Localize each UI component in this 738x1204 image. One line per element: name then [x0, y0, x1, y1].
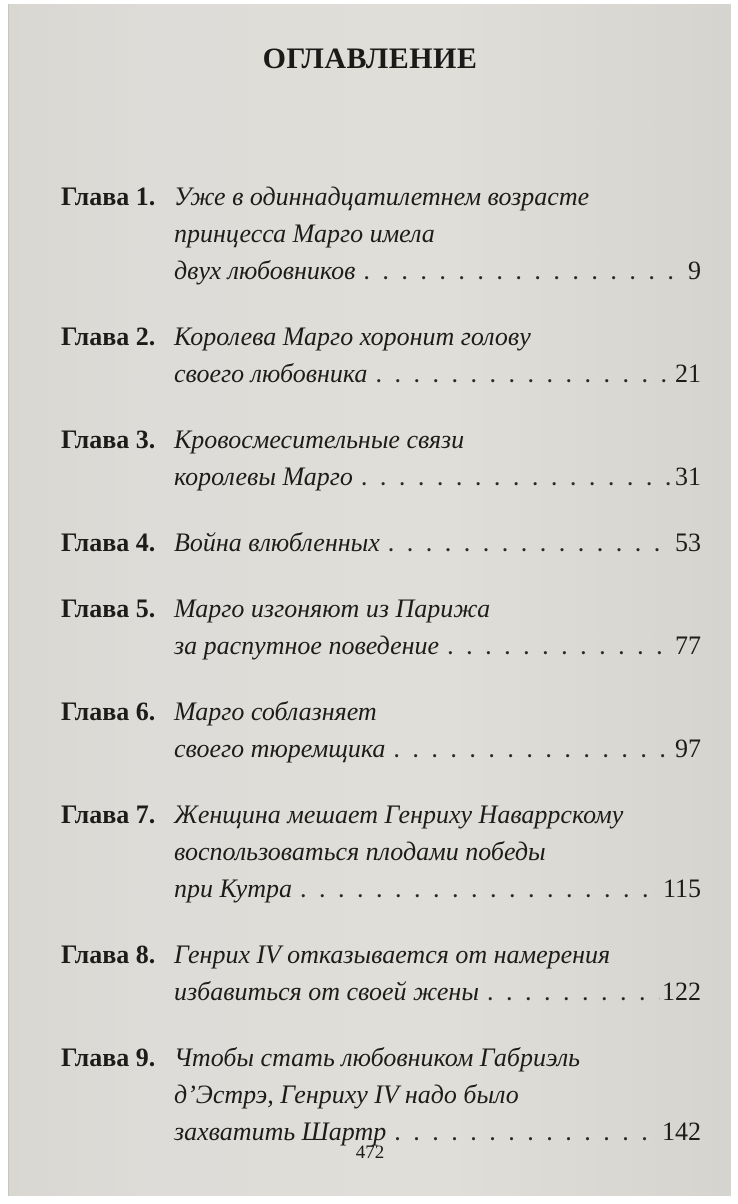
chapter-label: Глава 7.	[61, 800, 156, 829]
toc-entry	[61, 318, 701, 392]
table-of-contents	[61, 178, 701, 1150]
chapter-page-number: 21	[675, 359, 701, 388]
chapter-title-line: Марго изгоняют из Парижа	[174, 594, 491, 623]
chapter-title-last-line	[174, 627, 701, 664]
chapter-title	[174, 178, 701, 289]
dot-leader	[363, 252, 686, 289]
chapter-title-line: Уже в одиннадцатилетнем возрасте	[174, 182, 590, 211]
chapter-title-line: Королева Марго хоронит голову	[174, 322, 531, 351]
book-page	[8, 4, 731, 1196]
chapter-title-text: избавиться от своей жены	[174, 977, 479, 1006]
chapter-page-number: 115	[662, 874, 701, 903]
chapter-title	[174, 421, 701, 495]
page-title: ОГЛАВЛЕНИЕ	[262, 42, 478, 75]
chapter-title-text: королевы Марго	[174, 462, 353, 491]
chapter-title-last-line	[174, 355, 701, 392]
chapter-title	[174, 590, 701, 664]
chapter-title-line: Генрих IV отказывается от намерения	[174, 940, 611, 969]
dot-leader	[361, 458, 673, 495]
toc-entry	[61, 796, 701, 907]
chapter-title-line: Марго соблазняет	[174, 697, 377, 726]
chapter-title	[174, 693, 701, 767]
chapter-title	[174, 796, 701, 907]
dot-leader	[375, 355, 673, 392]
chapter-title-line: д’Эстрэ, Генриху IV надо было	[174, 1080, 519, 1109]
toc-entry	[61, 936, 701, 1010]
chapter-title-last-line	[174, 458, 701, 495]
chapter-page-number: 122	[662, 977, 701, 1006]
chapter-title-last-line	[174, 730, 701, 767]
chapter-page-number: 77	[675, 631, 701, 660]
chapter-label: Глава 3.	[61, 425, 156, 454]
chapter-page-number: 142	[662, 1117, 701, 1146]
toc-entry	[61, 693, 701, 767]
chapter-label: Глава 8.	[61, 940, 156, 969]
chapter-title-last-line	[174, 524, 701, 561]
chapter-title-text: захватить Шартр	[174, 1117, 387, 1146]
chapter-title-text: своего любовника	[174, 359, 368, 388]
chapter-title-line: Кровосмесительные связи	[174, 425, 465, 454]
toc-entry	[61, 178, 701, 289]
chapter-title-line: принцесса Марго имела	[174, 219, 435, 248]
chapter-title	[174, 318, 701, 392]
toc-entry	[61, 590, 701, 664]
chapter-title-line: Чтобы стать любовником Габриэль	[174, 1043, 580, 1072]
dot-leader	[487, 973, 660, 1010]
chapter-label: Глава 1.	[61, 182, 156, 211]
chapter-title-text: за распутное поведение	[174, 631, 440, 660]
chapter-title	[174, 936, 701, 1010]
dot-leader	[393, 730, 673, 767]
chapter-title-line: Женщина мешает Генриху Наваррскому	[174, 800, 624, 829]
chapter-page-number: 9	[688, 256, 701, 285]
toc-entry	[61, 1039, 701, 1150]
chapter-label: Глава 4.	[61, 528, 156, 557]
chapter-title-last-line	[174, 252, 701, 289]
chapter-page-number: 53	[675, 528, 701, 557]
toc-entry	[61, 421, 701, 495]
chapter-label: Глава 5.	[61, 594, 156, 623]
chapter-label: Глава 2.	[61, 322, 156, 351]
dot-leader	[388, 524, 673, 561]
chapter-title-text: своего тюремщика	[174, 734, 386, 763]
chapter-title-text: при Кутра	[174, 874, 292, 903]
chapter-title	[174, 1039, 701, 1150]
chapter-title-line: воспользоваться плодами победы	[174, 837, 546, 866]
chapter-title-last-line	[174, 870, 701, 907]
chapter-page-number: 31	[675, 462, 701, 491]
toc-entry	[61, 524, 701, 561]
chapter-title-text: Война влюбленных	[174, 528, 380, 557]
chapter-title	[174, 524, 701, 561]
dot-leader	[300, 870, 661, 907]
page-number: 472	[355, 1142, 385, 1163]
chapter-title-last-line	[174, 973, 701, 1010]
dot-leader	[447, 627, 673, 664]
chapter-title-text: двух любовников	[174, 256, 356, 285]
chapter-label: Глава 9.	[61, 1043, 156, 1072]
chapter-page-number: 97	[675, 734, 701, 763]
chapter-label: Глава 6.	[61, 697, 156, 726]
